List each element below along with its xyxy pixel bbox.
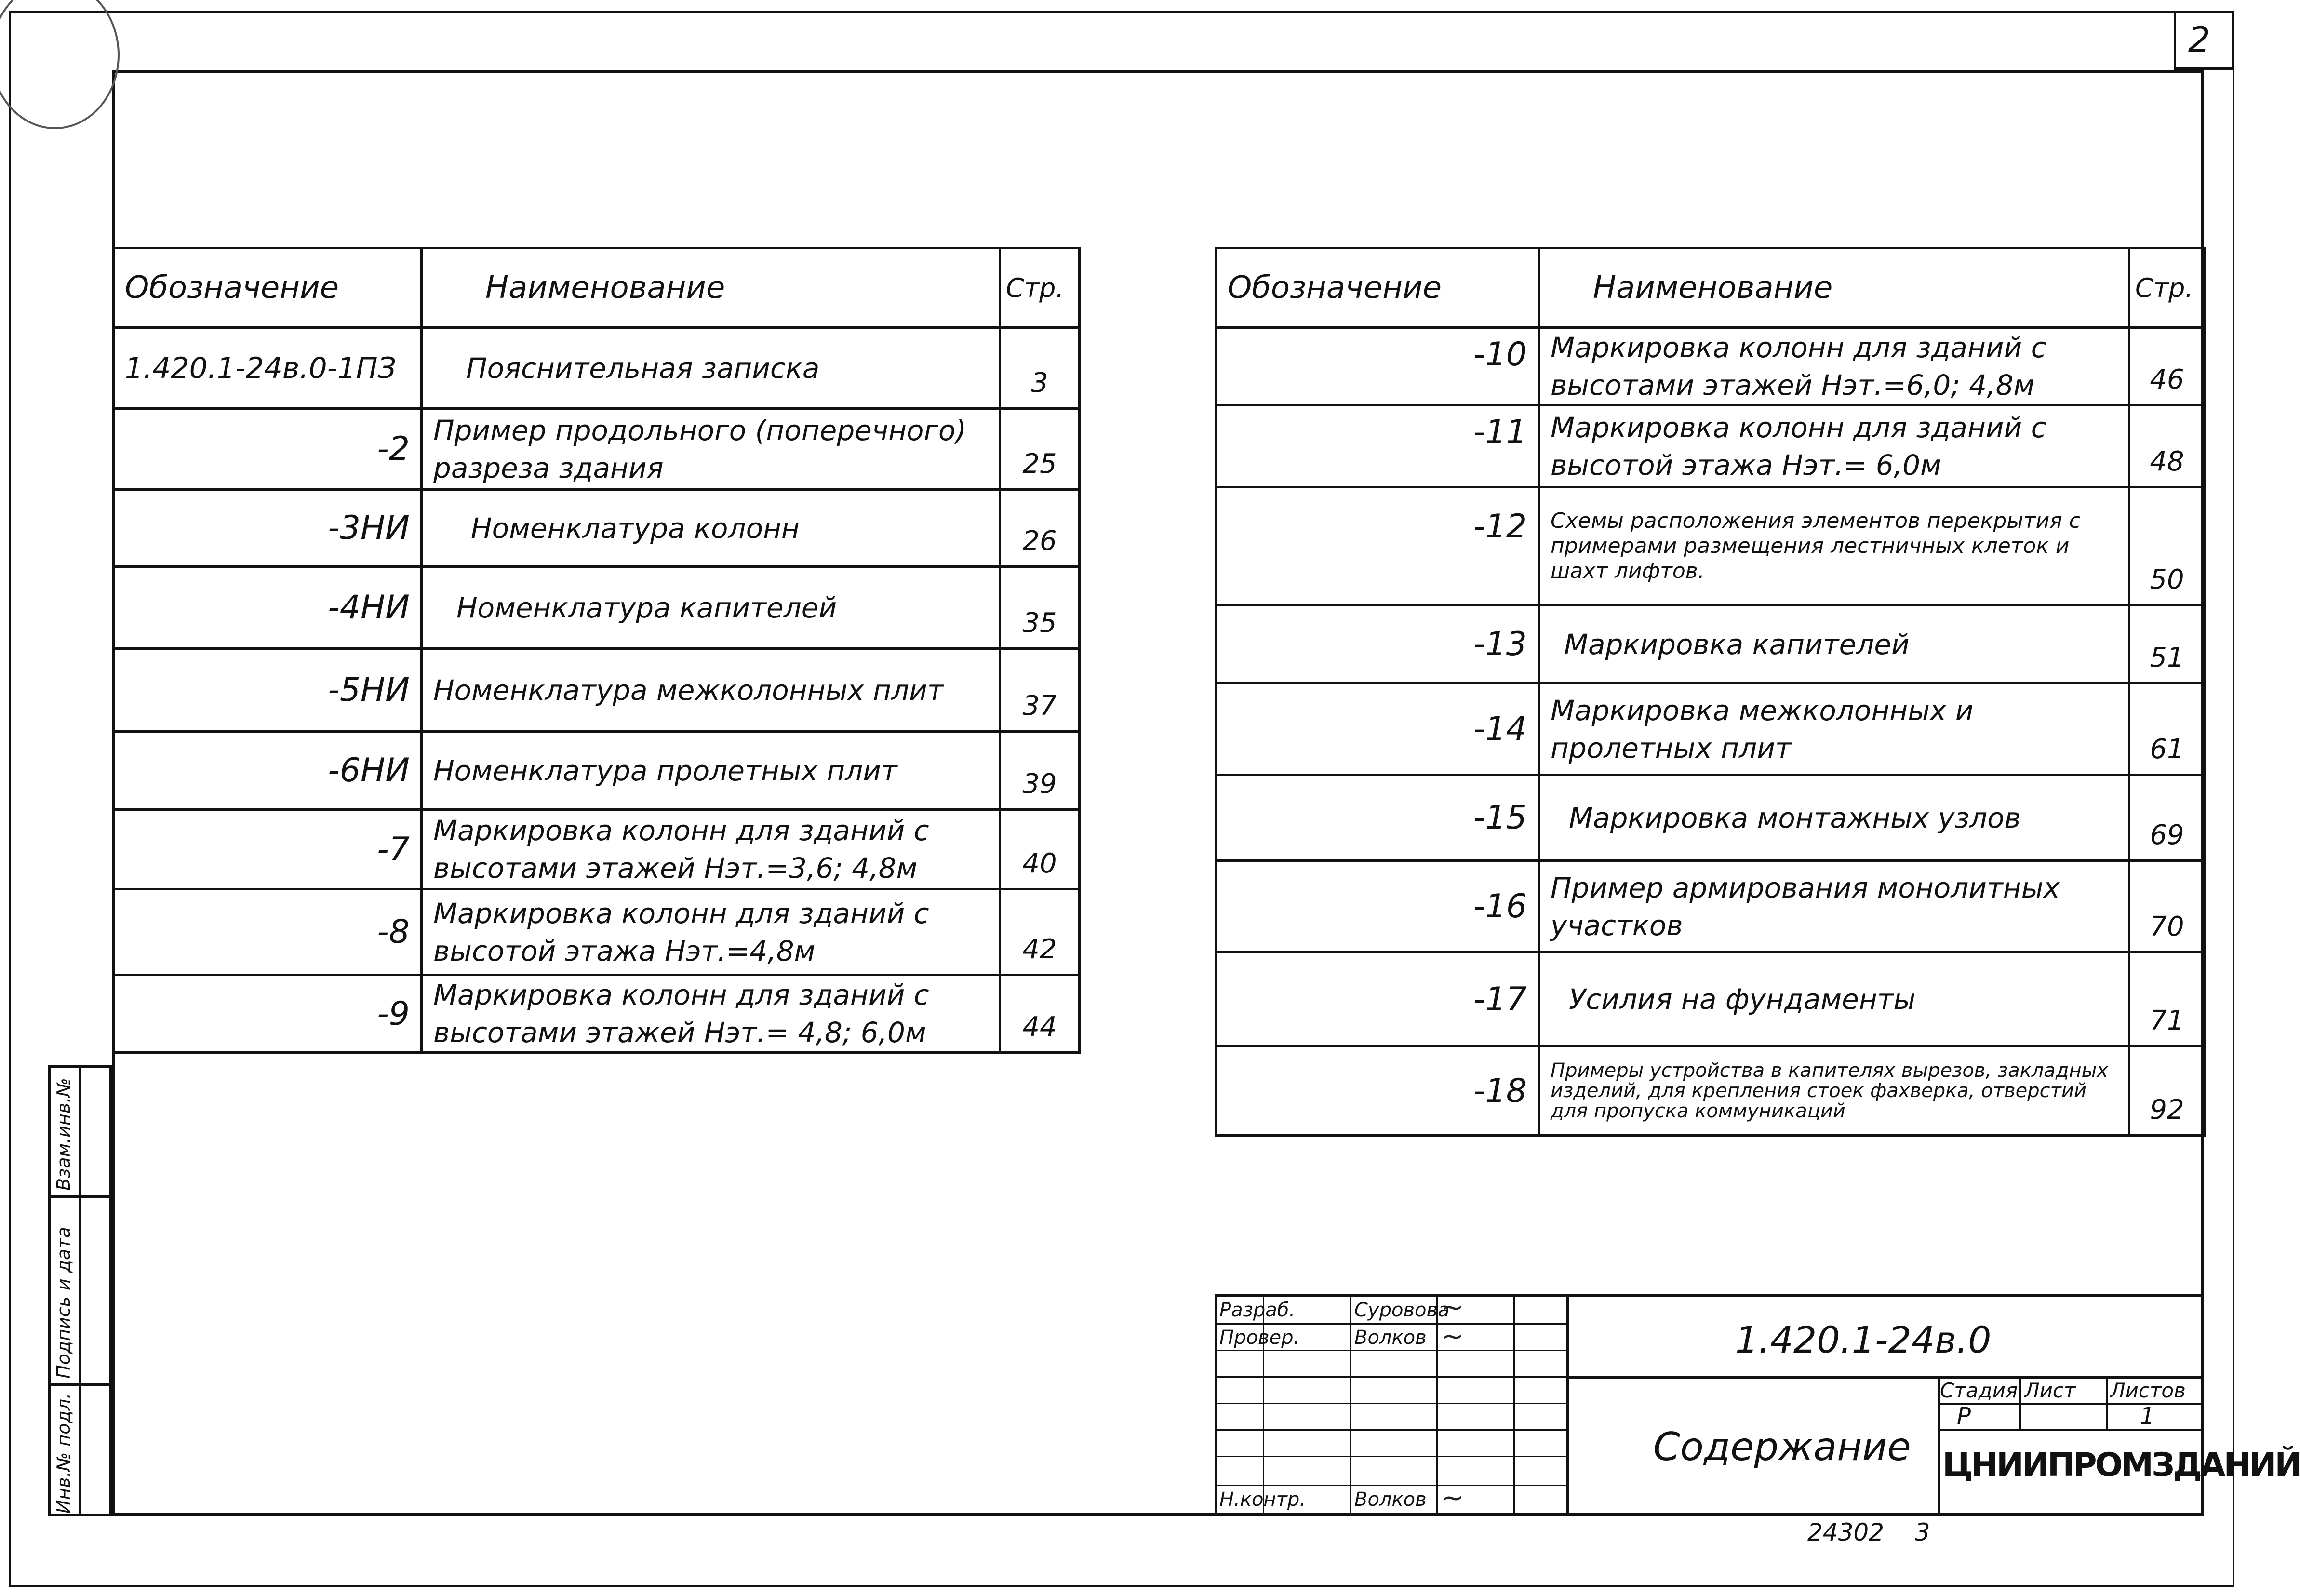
contents-table-left <box>112 247 1081 1054</box>
table-row: -17 Усилия на фундаменты 71 <box>1216 952 2205 1046</box>
table-row: -16 Пример армирования монолитных участков 70 <box>1216 861 2205 952</box>
bottom-number: 24302 3 <box>1807 1518 1930 1546</box>
header-name: Наименование <box>1539 248 2129 328</box>
table-row: -5НИ Номенклатура межколонных плит 37 <box>113 649 1080 732</box>
side-stamp-sign: Подпись и дата <box>53 1227 74 1379</box>
sheet-value: 1 <box>2140 1403 2155 1430</box>
table-row: -15 Маркировка монтажных узлов 69 <box>1216 775 2205 861</box>
table-row: -4НИ Номенклатура капителей 35 <box>113 567 1080 649</box>
side-stamp-replace: Взам.инв.№ <box>53 1078 74 1191</box>
header-page: Стр. <box>1000 248 1080 328</box>
role-developer: Разраб. <box>1219 1299 1296 1321</box>
table-row: -7 Маркировка колонн для зданий с высотами этажей Нэт.=3,6; 4,8м 40 <box>113 810 1080 889</box>
header-designation: Обозначение <box>113 248 422 328</box>
header-name: Наименование <box>422 248 1000 328</box>
signature-norm-control: ~ <box>1441 1482 1464 1514</box>
side-stamp-inv: Инв.№ подл. <box>53 1393 74 1514</box>
table-header <box>113 248 1080 328</box>
sheet-number: 2 <box>2188 19 2210 60</box>
stage-value: Р <box>1957 1403 1971 1430</box>
role-norm-control: Н.контр. <box>1219 1489 1306 1511</box>
role-checker: Провер. <box>1219 1327 1300 1349</box>
table-row: -18 Примеры устройства в капителях вырезов, закладных изделий, для крепления стоек фахверка, отверстий для пропуска коммуникаций 92 <box>1216 1046 2205 1136</box>
sheets-label: Листов <box>2110 1379 2186 1402</box>
signature-checker: ~ <box>1441 1321 1464 1352</box>
name-developer: Суровова <box>1354 1299 1450 1321</box>
header-designation: Обозначение <box>1216 248 1539 328</box>
table-row: -9 Маркировка колонн для зданий с высотами этажей Нэт.= 4,8; 6,0м 44 <box>113 975 1080 1053</box>
contents-table-right <box>1215 247 2206 1137</box>
signature-developer: ~ <box>1441 1292 1464 1323</box>
stage-label: Стадия <box>1940 1379 2018 1402</box>
organization: ЦНИИПРОМЗДАНИЙ <box>1942 1446 2300 1484</box>
header-page: Стр. <box>2129 248 2205 328</box>
sheet-label: Лист <box>2024 1379 2076 1402</box>
table-row: -13 Маркировка капителей 51 <box>1216 605 2205 684</box>
table-row: -8 Маркировка колонн для зданий с высотой этажа Нэт.=4,8м 42 <box>113 889 1080 975</box>
table-row: -14 Маркировка межколонных и пролетных плит 61 <box>1216 684 2205 775</box>
document-title: Содержание <box>1653 1424 1911 1469</box>
table-row: -12 Схемы расположения элементов перекрытия с примерами размещения лестничных клеток и шахт лифтов. 50 <box>1216 487 2205 605</box>
table-row: 1.420.1-24в.0-1ПЗ Пояснительная записка 3 <box>113 328 1080 409</box>
table-row: -2 Пример продольного (поперечного) разреза здания 25 <box>113 409 1080 490</box>
document-code: 1.420.1-24в.0 <box>1735 1318 1992 1361</box>
table-row: -10 Маркировка колонн для зданий с высотами этажей Нэт.=6,0; 4,8м 46 <box>1216 328 2205 405</box>
name-checker: Волков <box>1354 1327 1427 1349</box>
table-header <box>1216 248 2205 328</box>
table-row: -6НИ Номенклатура пролетных плит 39 <box>113 732 1080 810</box>
table-row: -11 Маркировка колонн для зданий с высотой этажа Нэт.= 6,0м 48 <box>1216 405 2205 487</box>
name-norm-control: Волков <box>1354 1489 1427 1511</box>
table-row: -3НИ Номенклатура колонн 26 <box>113 490 1080 567</box>
